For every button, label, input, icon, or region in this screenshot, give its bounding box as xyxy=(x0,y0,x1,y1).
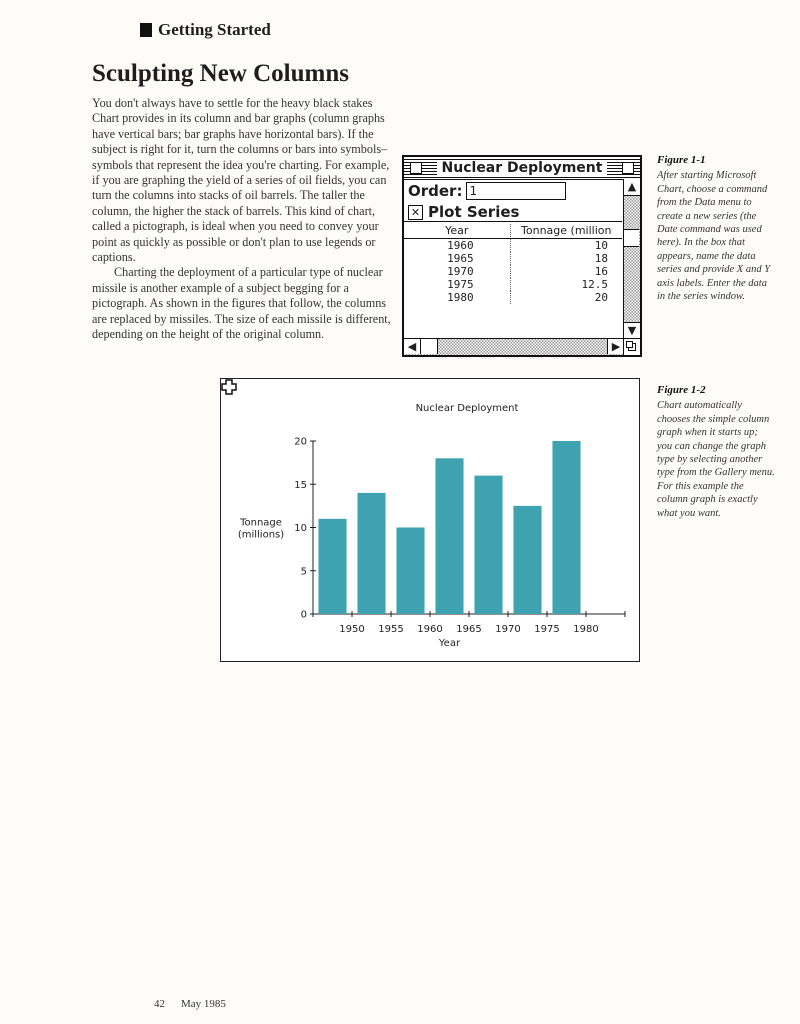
bar xyxy=(435,458,463,614)
grid-row[interactable] xyxy=(404,252,622,265)
horizontal-scrollbar[interactable] xyxy=(404,338,624,355)
x-tick-label: 1970 xyxy=(495,624,521,635)
window-titlebar[interactable] xyxy=(404,157,640,180)
grid-cell-tonnage[interactable]: 16 xyxy=(594,265,608,278)
y-tick-label: 20 xyxy=(294,436,307,448)
bar xyxy=(318,519,346,614)
grid-rows xyxy=(404,239,622,338)
grid-row[interactable] xyxy=(404,291,622,304)
bar xyxy=(513,506,541,614)
y-axis-label: Tonnage xyxy=(240,517,282,529)
x-tick-label: 1965 xyxy=(456,624,482,635)
x-tick-label: 1960 xyxy=(417,624,443,635)
page-number: 42 xyxy=(154,998,165,1010)
grid-row[interactable] xyxy=(404,265,622,278)
grid-cell-tonnage[interactable]: 18 xyxy=(594,252,608,265)
section-header xyxy=(140,20,271,40)
order-input[interactable]: 1 xyxy=(466,182,566,200)
column-chart xyxy=(221,379,639,661)
x-tick-label: 1980 xyxy=(573,624,599,635)
bar xyxy=(552,441,580,614)
grid-row[interactable] xyxy=(404,239,622,252)
grid-cell-year[interactable]: 1960 xyxy=(404,239,511,252)
chart-window xyxy=(220,378,640,662)
x-tick-label: 1950 xyxy=(339,624,365,635)
bar xyxy=(396,528,424,615)
grid-cell-year[interactable]: 1980 xyxy=(404,291,511,304)
grid-cell-tonnage[interactable]: 20 xyxy=(594,291,608,304)
x-tick-label: 1955 xyxy=(378,624,404,635)
bar xyxy=(357,493,385,614)
figure-label: Figure 1-1 xyxy=(657,154,706,166)
paragraph-2: Charting the deployment of a particular type of nuclear missile is another example of a subject begging for a pictograph. As shown in the figures that follow, the columns are replaced by missiles. The size of each missile is different, depending on the height of the original column. xyxy=(92,265,391,342)
grid-row[interactable] xyxy=(404,278,622,291)
grid-header xyxy=(404,222,622,239)
y-tick-label: 5 xyxy=(300,566,307,578)
y-tick-label: 0 xyxy=(300,609,307,621)
figure-label: Figure 1-2 xyxy=(657,384,706,396)
issue-date: May 1985 xyxy=(181,998,226,1010)
x-tick-label: 1975 xyxy=(534,624,560,635)
close-box-icon[interactable] xyxy=(410,162,422,174)
scroll-up-arrow-icon[interactable]: ▲ xyxy=(624,179,640,196)
figure-1-2-caption xyxy=(657,384,775,520)
grow-box-icon[interactable] xyxy=(623,338,640,355)
figure-1-1-caption xyxy=(657,154,775,303)
y-axis-label-line-2: (millions) xyxy=(237,529,285,541)
data-grid[interactable] xyxy=(404,221,622,338)
plot-series-label: Plot Series xyxy=(428,203,520,221)
plot-series-row[interactable] xyxy=(408,203,519,221)
col-header-tonnage[interactable]: Tonnage (million xyxy=(521,223,612,237)
section-label: Getting Started xyxy=(158,20,271,39)
plot-series-checkbox[interactable]: ✕ xyxy=(408,205,423,220)
window-title: Nuclear Deployment xyxy=(437,160,608,176)
grid-cell-tonnage[interactable]: 10 xyxy=(594,239,608,252)
vertical-scroll-thumb[interactable] xyxy=(624,229,639,247)
zoom-box-icon[interactable] xyxy=(622,162,634,174)
grid-cell-year[interactable]: 1970 xyxy=(404,265,511,278)
grid-cell-year[interactable]: 1975 xyxy=(404,278,511,291)
bar xyxy=(474,476,502,614)
chart-title: Nuclear Deployment xyxy=(415,403,519,414)
scroll-right-arrow-icon[interactable]: ▶ xyxy=(607,339,624,354)
grid-cell-year[interactable]: 1965 xyxy=(404,252,511,265)
x-axis-label: Year xyxy=(438,638,461,649)
page-footer xyxy=(154,998,226,1010)
article-body xyxy=(92,96,392,343)
y-tick-label: 10 xyxy=(294,523,307,534)
horizontal-scroll-thumb[interactable] xyxy=(421,339,438,354)
vertical-scrollbar[interactable] xyxy=(623,179,640,339)
scroll-down-arrow-icon[interactable]: ▼ xyxy=(624,322,640,339)
grid-cell-tonnage[interactable]: 12.5 xyxy=(581,278,608,291)
caption-text: After starting Microsoft Chart, choose a command from the Data menu to create a new series (the Date command was used here). In the box that appears, name the data series and provide X and Y axis labels. Enter the data in the series window. xyxy=(657,170,771,303)
order-label: Order: xyxy=(408,182,463,200)
paragraph-1: You don't always have to settle for the heavy black stakes Chart provides in its column and bar graphs (column graphs have vertical bars; bar graphs have horizontal bars). If the subject is right for it, turn the columns or bars into symbols–symbols that represent the idea you're charting. For example, if you are graphing the yield of a series of oil fields, you can turn the columns into stacks of oil barrels. The taller the column, the higher the stack of barrels. This kind of chart, called a pictograph, is ideal when you need to convey your point as quickly as possible or don't plan to use legends or captions. xyxy=(92,96,390,265)
scroll-left-arrow-icon[interactable]: ◀ xyxy=(404,339,421,354)
article-title: Sculpting New Columns xyxy=(92,60,349,87)
section-marker-square xyxy=(140,23,152,37)
caption-text: Chart automatically chooses the simple column graph when it starts up; you can change the graph type by selecting another type from the Gallery menu. For this example the column graph is exactly what you want. xyxy=(657,400,775,519)
series-window[interactable] xyxy=(402,155,642,357)
y-tick-label: 15 xyxy=(294,479,307,491)
col-header-year[interactable]: Year xyxy=(404,224,511,237)
order-row xyxy=(408,182,566,200)
